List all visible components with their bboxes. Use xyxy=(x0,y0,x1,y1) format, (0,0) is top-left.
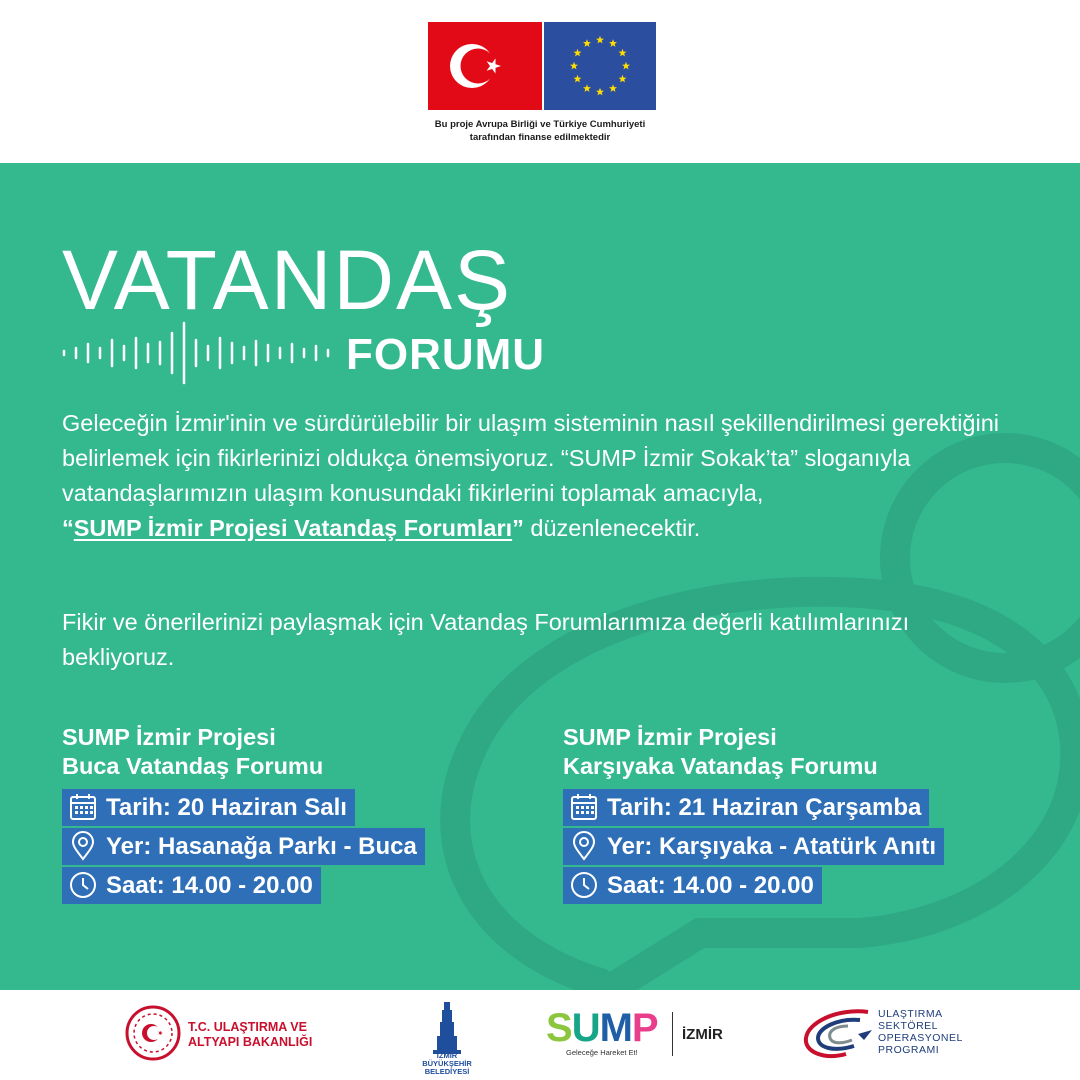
intro-text: Geleceğin İzmir'inin ve sürdürülebilir bir ulaşım sisteminin nasıl şekillendirilmesi gerektiğini belirlemek için fikirlerinizi oldukça önemsiyoruz. “SUMP İzmir Sokak’ta” sloganıyla vatandaşlarımızın ulaşım konusundaki fikirlerini toplamak amacıyla, xyxy=(62,410,1000,506)
eu-star-icon xyxy=(609,39,617,47)
clock-icon xyxy=(569,870,599,900)
main-panel xyxy=(0,163,1080,990)
crescent-star-icon xyxy=(428,22,542,110)
forum-name-highlight: SUMP İzmir Projesi Vatandaş Forumları xyxy=(73,515,513,541)
funding-line-2: tarafından finanse edilmektedir xyxy=(469,132,611,143)
calendar-icon xyxy=(569,792,599,822)
event-time: Saat: 14.00 - 20.00 xyxy=(106,872,313,899)
location-pin-icon xyxy=(68,831,98,861)
eu-star-icon xyxy=(609,84,617,92)
izmir-line-1: İZMİR xyxy=(436,1051,458,1060)
clock-tower-icon xyxy=(422,998,472,1058)
eu-stars-icon xyxy=(544,22,656,110)
invite-paragraph: Fikir ve önerilerinizi paylaşmak için Vatandaş Forumlarımıza değerli katılımlarınızı bekliyoruz. xyxy=(62,609,910,670)
sump-city: İZMİR xyxy=(682,1026,723,1043)
eu-star-icon xyxy=(570,62,578,70)
quote-close: ” xyxy=(512,515,524,541)
funding-header xyxy=(0,0,1080,163)
page-title: VATANDAŞ xyxy=(62,233,513,327)
operational-programme-name xyxy=(878,1008,963,1056)
eu-star-icon xyxy=(583,84,591,92)
event-card-karsiyaka xyxy=(563,723,1043,904)
sump-letter-s: S xyxy=(546,1006,572,1050)
turkey-flag xyxy=(428,22,542,110)
event-date-chip xyxy=(62,789,355,826)
location-pin-icon xyxy=(569,831,599,861)
intro-text-end: düzenlenecektir. xyxy=(523,515,701,541)
event-title-line-1: SUMP İzmir Projesi xyxy=(563,724,777,750)
sump-letter-u: U xyxy=(571,1006,600,1050)
event-title-line-2: Buca Vatandaş Forumu xyxy=(62,753,324,779)
event-title-line-2: Karşıyaka Vatandaş Forumu xyxy=(563,753,878,779)
usop-line-2: SEKTÖREL xyxy=(878,1020,939,1032)
eu-flag xyxy=(544,22,656,110)
izmir-line-2: BÜYÜKŞEHİR xyxy=(422,1059,472,1068)
logo-divider xyxy=(672,1012,673,1056)
sump-letter-p: P xyxy=(631,1006,658,1050)
ministry-name xyxy=(188,1020,312,1050)
clock-icon xyxy=(68,870,98,900)
event-card-buca xyxy=(62,723,542,904)
sump-tagline: Geleceğe Hareket Et! xyxy=(566,1048,638,1057)
page-subtitle: FORUMU xyxy=(346,330,546,379)
ministry-emblem-icon xyxy=(124,1004,182,1062)
event-date-chip xyxy=(563,789,929,826)
partner-logos-footer xyxy=(0,990,1080,1080)
eu-star-icon xyxy=(596,36,604,44)
izmir-municipality-name xyxy=(410,1052,484,1076)
event-place: Yer: Karşıyaka - Atatürk Anıtı xyxy=(607,833,937,860)
event-place: Yer: Hasanağa Parkı - Buca xyxy=(106,833,417,860)
operational-programme-emblem-icon xyxy=(798,1004,874,1066)
event-date: Tarih: 20 Haziran Salı xyxy=(106,794,347,821)
eu-star-icon xyxy=(622,62,630,70)
funding-note xyxy=(360,118,720,144)
calendar-icon xyxy=(68,792,98,822)
izmir-line-3: BELEDİYESİ xyxy=(424,1067,470,1076)
event-date: Tarih: 21 Haziran Çarşamba xyxy=(607,794,922,821)
quote-open: “ xyxy=(62,515,74,541)
ministry-line-2: ALTYAPI BAKANLIĞI xyxy=(188,1035,313,1049)
soundwave-icon xyxy=(62,321,342,385)
eu-star-icon xyxy=(583,39,591,47)
usop-line-3: OPERASYONEL xyxy=(878,1032,963,1044)
sump-letter-m: M xyxy=(599,1006,632,1050)
event-place-chip xyxy=(62,828,425,865)
eu-star-icon xyxy=(596,88,604,96)
usop-line-1: ULAŞTIRMA xyxy=(878,1008,943,1020)
event-time-chip xyxy=(563,867,822,904)
event-title-line-1: SUMP İzmir Projesi xyxy=(62,724,276,750)
ministry-line-1: T.C. ULAŞTIRMA VE xyxy=(188,1020,307,1034)
event-place-chip xyxy=(563,828,944,865)
eu-star-icon xyxy=(619,75,627,83)
eu-star-icon xyxy=(573,75,581,83)
sump-logo xyxy=(546,1008,658,1048)
event-time-chip xyxy=(62,867,321,904)
usop-line-4: PROGRAMI xyxy=(878,1044,940,1056)
funding-line-1: Bu proje Avrupa Birliği ve Türkiye Cumhuriyeti xyxy=(434,119,646,130)
intro-paragraph xyxy=(62,406,1022,546)
eu-star-icon xyxy=(619,49,627,57)
eu-star-icon xyxy=(573,49,581,57)
event-time: Saat: 14.00 - 20.00 xyxy=(607,872,814,899)
